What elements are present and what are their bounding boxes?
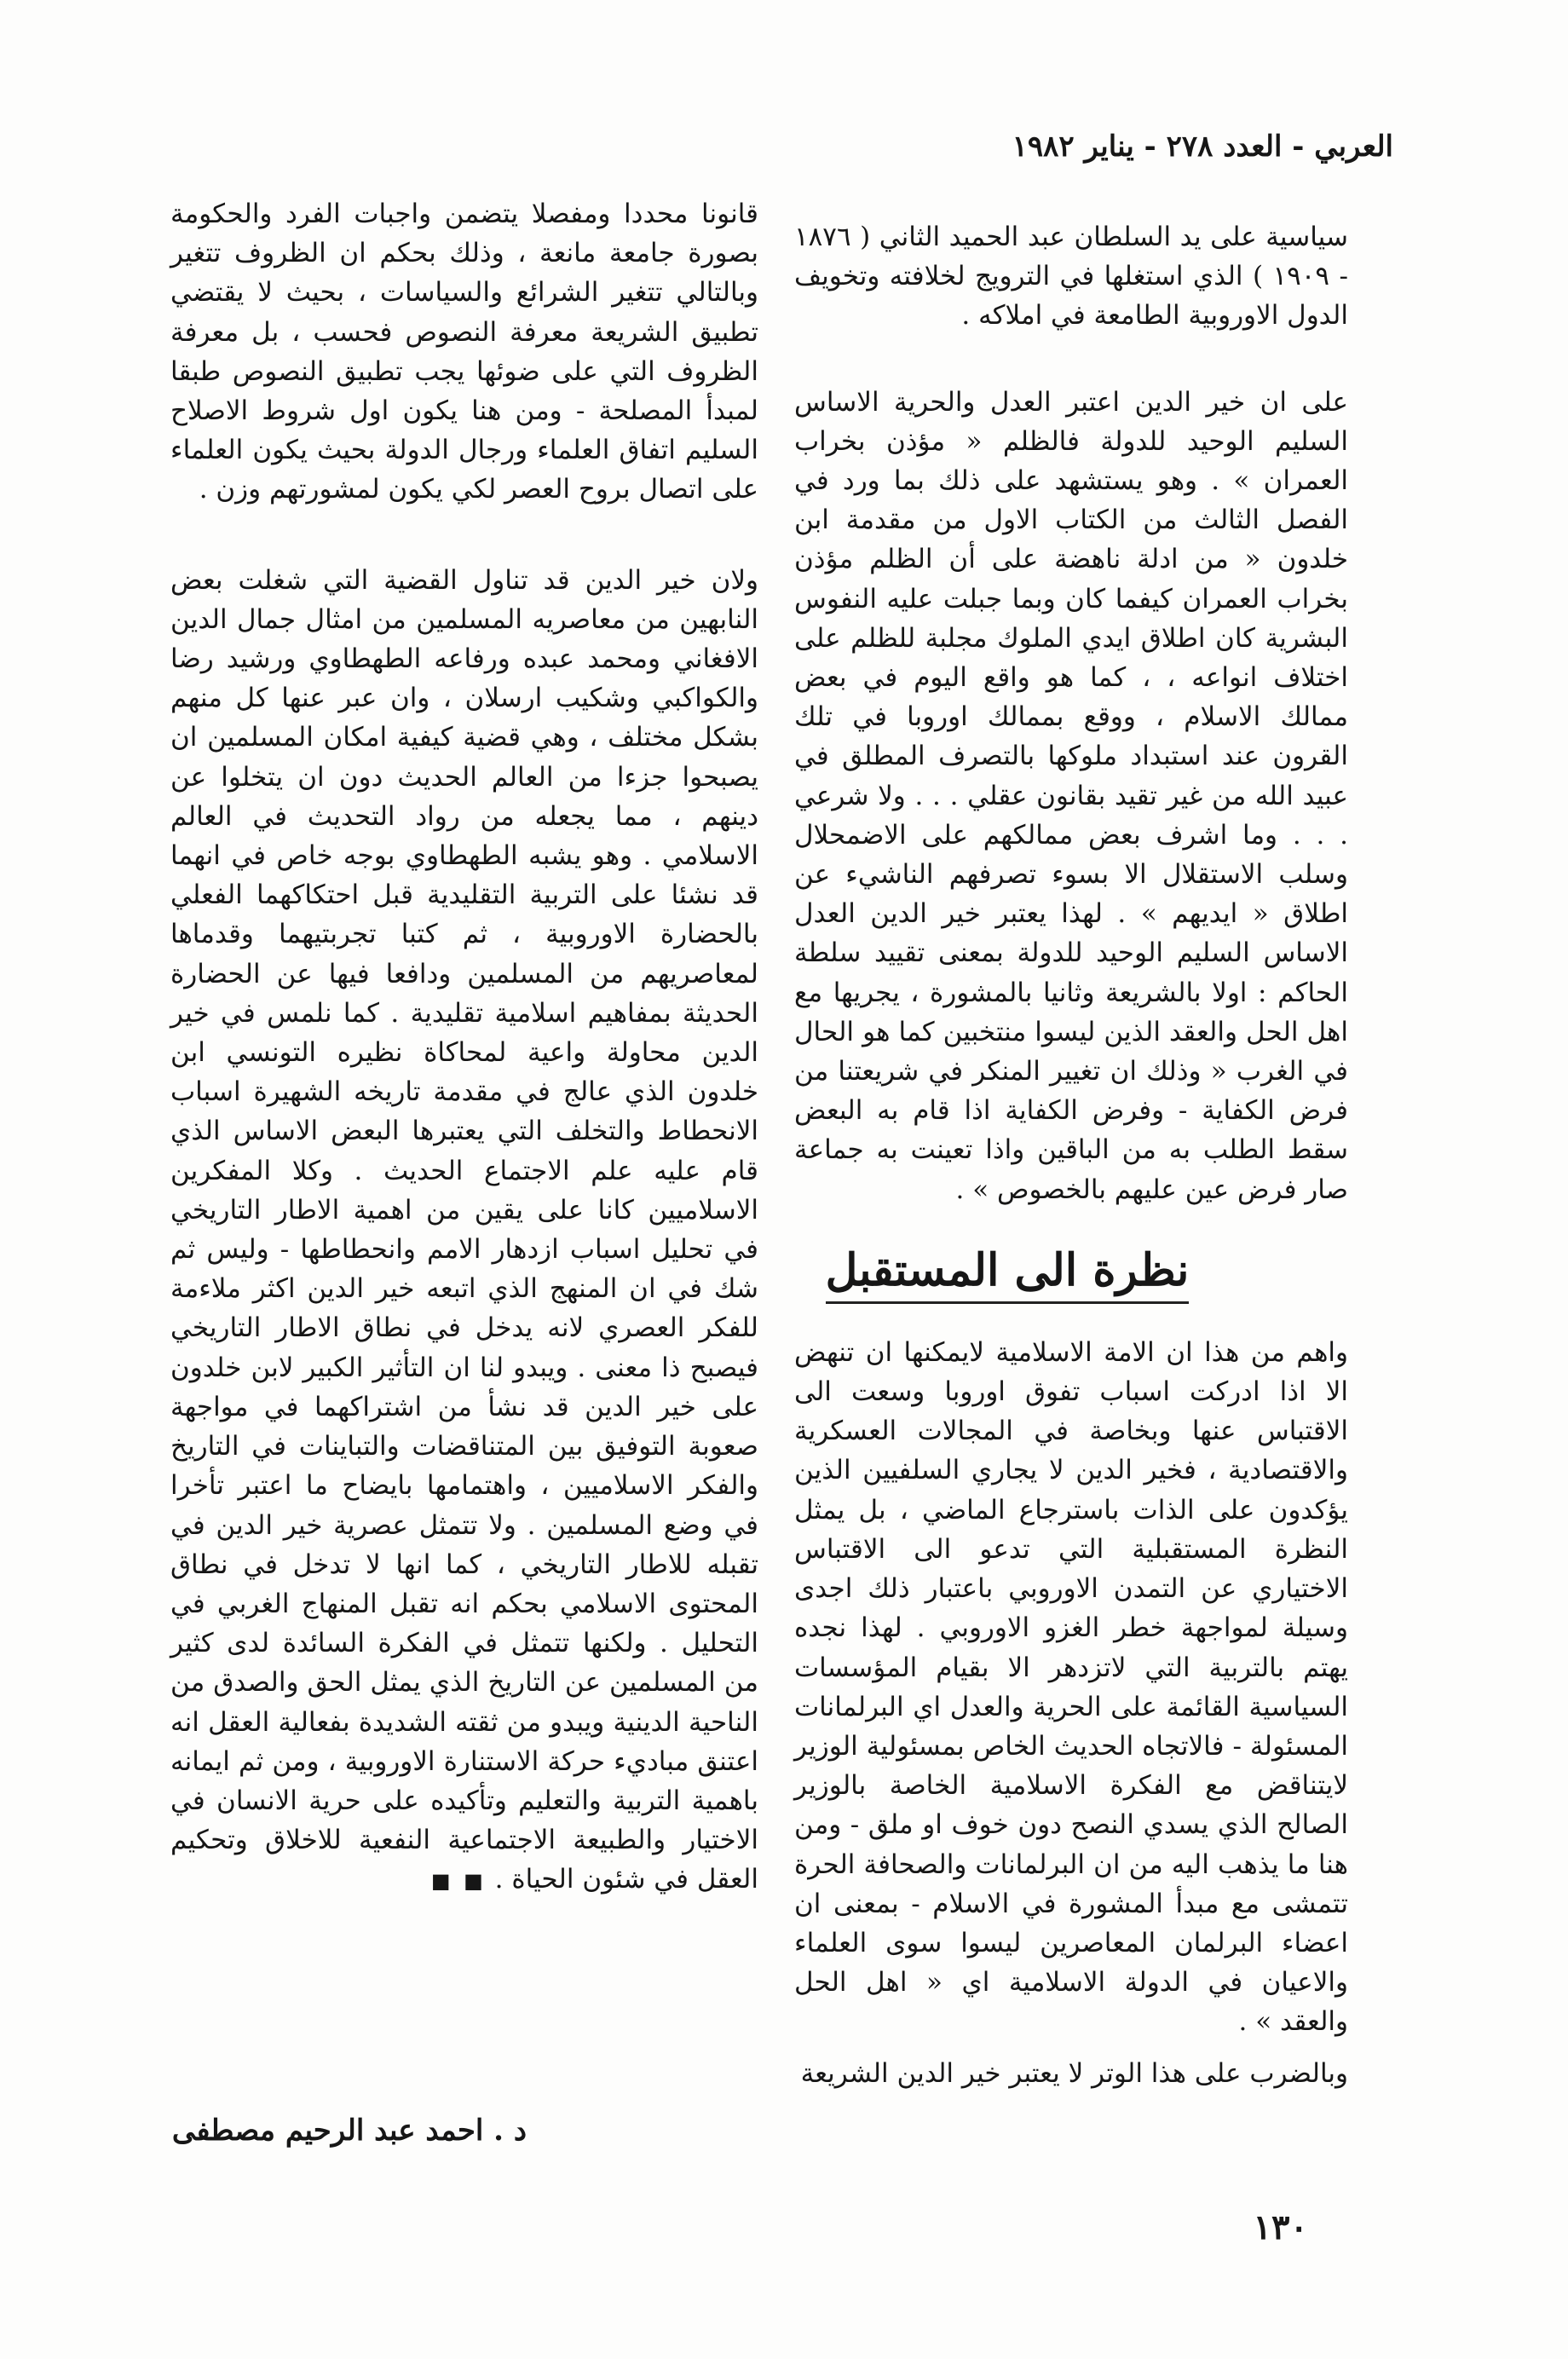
paragraph: قانونا محددا ومفصلا يتضمن واجبات الفرد والحكومة بصورة جامعة مانعة ، وذلك بحكم ان الظروف تتغير وبالتالي تتغير الشرائع والسياسات ، بحيث لا يقتضي تطبيق الشريعة معرفة النصوص فحسب ، بل معرفة الظروف التي على ضوئها يجب تطبيق النصوص طبقا لمبدأ المصلحة - ومن هنا يكون اول شروط الاصلاح السليم اتفاق العلماء ورجال الدولة بحيث يكون العلماء على اتصال بروح العصر لكي يكون لمشورتهم وزن . <box>170 199 758 505</box>
section-heading-text: نظرة الى المستقبل <box>826 1243 1190 1304</box>
paragraph: وبالضرب على هذا الوتر لا يعتبر خير الدين الشريعة <box>800 2057 1348 2089</box>
end-of-article-marks: ■ ■ <box>430 1868 487 1893</box>
left-column <box>170 194 758 1900</box>
paragraph <box>170 561 758 1900</box>
paragraph: على ان خير الدين اعتبر العدل والحرية الاساس السليم الوحيد للدولة فالظلم « مؤذن بخراب العمران » . وهو يستشهد على ذلك بما ورد في الفصل الثالث من الكتاب الاول من مقدمة ابن خلدون « من ادلة ناهضة على أن الظلم مؤذن بخراب العمران كيفما كان وبما جبلت عليه النفوس البشرية كان اطلاق ايدي الملوك مجلبة للظلم على اختلاف انواعه ، ، كما هو واقع اليوم في بعض ممالك الاسلام ، ووقع بممالك اوروبا في تلك القرون عند استبداد ملوكها بالتصرف المطلق في عبيد الله من غير تقيد بقانون عقلي . . . ولا شرعي . . . وما اشرف بعض ممالكهم على الاضمحلال وسلب الاستقلال الا بسوء تصرفهم الناشيء عن اطلاق « ايديهم » . لهذا يعتبر خير الدين العدل الاساس السليم الوحيد للدولة بمعنى تقييد سلطة الحاكم : اولا بالشريعة وثانيا بالمشورة ، يجريها مع اهل الحل والعقد الذين ليسوا منتخبين كما هو الحال في الغرب « وذلك ان تغيير المنكر في شريعتنا من فرض الكفاية - وفرض الكفاية اذا قام به البعض سقط الطلب به من الباقين واذا تعينت به جماعة صار فرض عين عليهم بالخصوص » . <box>794 386 1348 1205</box>
section-heading <box>794 1243 1348 1304</box>
paragraph-text: ولان خير الدين قد تناول القضية التي شغلت بعض النابهين من معاصريه المسلمين من امثال جمال الدين الافغاني ومحمد عبده ورفاعه الطهطاوي ورشيد رضا والكواكبي وشكيب ارسلان ، وان عبر عنها كل منهم بشكل مختلف ، وهي قضية كيفية امكان المسلمين ان يصبحوا جزءا من العالم الحديث دون ان يتخلوا عن دينهم ، مما يجعله من رواد التحديث في العالم الاسلامي . وهو يشبه الطهطاوي بوجه خاص في انهما قد نشئا على التربية التقليدية قبل احتكاكهما الفعلي بالحضارة الاوروبية ، ثم كتبا تجربتيهما وقدماها لمعاصريهم من المسلمين ودافعا فيها عن الحضارة الحديثة بمفاهيم اسلامية تقليدية . كما نلمس في خير الدين محاولة واعية لمحاكاة نظيره التونسي ابن خلدون الذي عالج في مقدمة تاريخه الشهيرة اسباب الانحطاط والتخلف التي يعتبرها البعض الاساس الذي قام عليه علم الاجتماع الحديث . وكلا المفكرين الاسلاميين كانا على يقين من اهمية الاطار التاريخي في تحليل اسباب ازدهار الامم وانحطاطها - وليس ثم شك في ان المنهج الذي اتبعه خير الدين اكثر ملاءمة للفكر العصري لانه يدخل في نطاق الاطار التاريخي فيصبح ذا معنى . ويبدو لنا ان التأثير الكبير لابن خلدون على خير الدين قد نشأ من اشتراكهما في مواجهة صعوبة التوفيق بين المتناقضات والتباينات في التاريخ والفكر الاسلاميين ، واهتمامها بايضاح ما اعتبر تأخرا في وضع المسلمين . ولا تتمثل عصرية خير الدين في تقبله للاطار التاريخي ، كما انها لا تدخل في نطاق المحتوى الاسلامي بحكم انه تقبل المنهاج الغربي في التحليل . ولكنها تتمثل في الفكرة السائدة لدى كثير من المسلمين عن التاريخ الذي يمثل الحق والصدق من الناحية الدينية ويبدو من ثقته الشديدة بفعالية العقل انه اعتنق مباديء حركة الاستنارة الاوروبية ، ومن ثم ايمانه باهمية التربية والتعليم وتأكيده على حرية الانسان في الاختيار والطبيعة الاجتماعية النفعية للاخلاق وتحكيم العقل في شئون الحياة . <box>170 564 758 1895</box>
author-signature: د . احمد عبد الرحيم مصطفى <box>171 2114 527 2148</box>
paragraph: واهم من هذا ان الامة الاسلامية لايمكنها ان تنهض الا اذا ادركت اسباب تفوق اوروبا وسعت الى الاقتباس عنها وبخاصة في المجالات العسكرية والاقتصادية ، فخير الدين لا يجاري السلفيين الذين يؤكدون على الذات باسترجاع الماضي ، بل يمثل النظرة المستقبلية التي تدعو الى الاقتباس الاختياري عن التمدن الاوروبي باعتبار ذلك اجدى وسيلة لمواجهة خطر الغزو الاوروبي . لهذا نجده يهتم بالتربية التي لاتزدهر الا بقيام المؤسسات السياسية القائمة على الحرية والعدل اي البرلمانات المسئولة - فالاتجاه الحديث الخاص بمسئولية الوزير لايتناقض مع الفكرة الاسلامية الخاصة بالوزير الصالح الذي يسدي النصح دون خوف او ملق - ومن هنا ما يذهب اليه من ان البرلمانات والصحافة الحرة تتمشى مع مبدأ المشورة في الاسلام - بمعنى ان اعضاء البرلمان المعاصرين ليسوا سوى العلماء والاعيان في الدولة الاسلامية اي « اهل الحل والعقد » . <box>794 1336 1348 2038</box>
paragraph: سياسية على يد السلطان عبد الحميد الثاني ( ١٨٧٦ - ١٩٠٩ ) الذي استغلها في الترويج لخلافته وتخويف الدول الاوروبية الطامعة في املاكه . <box>794 222 1348 332</box>
page-number: ١٣٠ <box>1253 2207 1308 2247</box>
running-header: العربي - العدد ٢٧٨ - يناير ١٩٨٢ <box>1012 130 1393 164</box>
right-column <box>794 217 1348 2093</box>
